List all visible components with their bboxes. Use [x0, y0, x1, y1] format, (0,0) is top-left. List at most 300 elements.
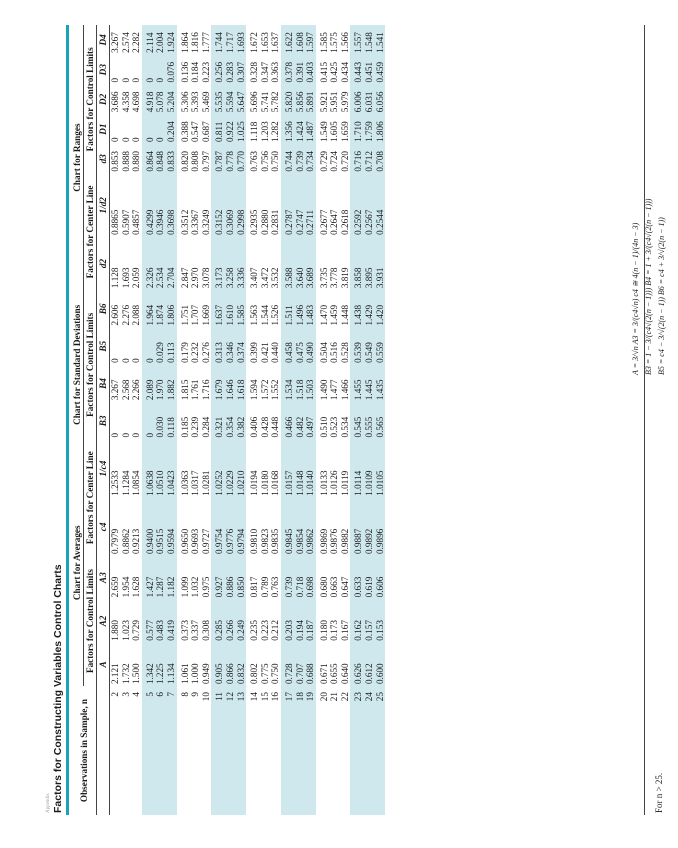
table-row [350, 25, 364, 815]
factor-cell: 3.078 [200, 267, 211, 289]
factor-cell: 0.9650 [179, 528, 190, 554]
factor-cell: 0.403 [305, 55, 316, 85]
factor-cell: 1.025 [236, 114, 247, 144]
table-row [260, 25, 271, 815]
header-center-line-avg: Factors for Center Line [84, 439, 97, 556]
table-row [246, 25, 260, 815]
factor-cell: 0.680 [318, 576, 329, 598]
formula-line: B5 = c4 − 3/√(2(n − 1)) B6 = c4 + 3/√(2(n − 1)) [657, 217, 666, 375]
factor-cell: 0.577 [142, 599, 156, 642]
factor-cell: 0.853 [110, 150, 120, 172]
factor-cell: 1.182 [166, 556, 177, 599]
factor-cell: 0.307 [236, 55, 247, 85]
factor-cell: 0.9882 [339, 528, 350, 554]
factor-cell: 0.606 [375, 556, 386, 599]
factor-cell: 0.671 [318, 663, 329, 685]
factor-cell: 3.895 [364, 237, 375, 290]
factor-cell: 0.619 [364, 556, 375, 599]
title-rule [66, 25, 69, 815]
column-header: d2 [97, 237, 110, 290]
table-row [155, 25, 166, 815]
factor-cell: 1.0126 [329, 470, 340, 496]
rotated-table-page [44, 25, 666, 815]
factor-cell: 1.557 [350, 25, 364, 55]
factor-cell: 1.435 [375, 365, 386, 402]
factor-cell: 0.832 [236, 643, 247, 686]
factor-cell: 0 [110, 137, 120, 142]
factor-cell: 3.258 [225, 237, 236, 290]
factor-cell: 2.847 [179, 267, 190, 289]
factor-cell: 1.134 [166, 643, 177, 686]
factor-cell: 0.391 [295, 55, 306, 85]
factor-cell: 1.470 [318, 304, 329, 326]
factor-cell: 0.797 [200, 150, 211, 172]
factor-cell: 0.866 [225, 643, 236, 686]
factor-cell: 1.732 [120, 663, 131, 685]
factor-cell: 0.3698 [166, 174, 177, 237]
factor-cell: 0.734 [305, 144, 316, 174]
factor-cell: 1.0638 [142, 439, 156, 497]
factor-cell: 1.717 [225, 25, 236, 55]
footnote: For n > 25. [654, 772, 664, 813]
factor-cell: 0.510 [318, 416, 329, 438]
factor-cell: 0.180 [318, 620, 329, 641]
factor-cell: 1.672 [249, 32, 260, 53]
factor-cell: 0 [142, 55, 156, 85]
table-row [166, 25, 177, 815]
factor-cell: 0.256 [211, 55, 225, 85]
factor-cell: 0.547 [190, 121, 201, 142]
factor-cell: 0.076 [166, 55, 177, 85]
table-row [375, 25, 386, 815]
factor-cell: 0.9823 [259, 528, 270, 554]
factor-cell: 2.282 [131, 32, 142, 53]
factor-cell: 0.9876 [329, 528, 340, 554]
factor-cell: 1.356 [281, 114, 295, 144]
factor-cell: 1.0210 [236, 439, 247, 497]
factor-cell: 0.232 [190, 342, 201, 363]
factor-cell: 0.2880 [259, 209, 270, 235]
table-row [364, 25, 375, 815]
factor-cell: 1.487 [305, 114, 316, 144]
column-header: 1/d2 [97, 174, 110, 237]
table-row [201, 25, 212, 815]
factor-cell: 1.864 [179, 32, 190, 53]
factor-cell: 1.0140 [305, 439, 316, 497]
factor-cell: 0 [142, 328, 156, 365]
factor-cell: 0.337 [190, 620, 201, 641]
sample-size-cell: 16 [270, 692, 281, 702]
header-center-line-rng: Factors for Center Line [84, 174, 97, 291]
factor-cell: 0.415 [318, 61, 329, 83]
factor-cell: 1.0281 [200, 470, 211, 496]
factor-cell: 1.427 [142, 556, 156, 599]
factor-cell: 3.689 [305, 237, 316, 290]
factor-cell: 0.285 [211, 599, 225, 642]
factor-cell: 1.0157 [281, 439, 295, 497]
factor-cell: 0.750 [270, 663, 281, 685]
column-header: A3 [97, 556, 110, 599]
factor-cell: 0.2567 [364, 174, 375, 237]
factor-cell: 1.118 [249, 121, 260, 142]
factor-cell: 1.0133 [318, 470, 329, 496]
table-body [110, 25, 386, 815]
factor-cell: 0.2618 [339, 209, 350, 235]
factor-cell: 0.2592 [350, 174, 364, 237]
factor-cell: 0.640 [339, 663, 350, 685]
factor-cell: 1.420 [375, 290, 386, 327]
factor-cell: 2.114 [142, 25, 156, 55]
sample-size-cell: 14 [249, 692, 260, 702]
factor-cell: 3.336 [236, 237, 247, 290]
factor-cell: 1.693 [120, 267, 131, 289]
factor-cell: 5.951 [329, 91, 340, 113]
factor-cell: 0.425 [329, 61, 340, 83]
factor-cell: 1.637 [270, 32, 281, 53]
factor-cell: 1.0119 [339, 470, 350, 496]
factor-cell: 1.541 [375, 25, 386, 55]
page-title: Factors for Constructing Variables Control Charts [52, 564, 64, 813]
factor-cell: 0.194 [295, 599, 306, 642]
factor-cell: 0.223 [200, 61, 211, 83]
factor-cell: 2.088 [131, 304, 142, 326]
factor-cell: 0.9854 [295, 498, 306, 556]
factor-cell: 0.2935 [249, 209, 260, 235]
sample-size-cell: 15 [259, 692, 270, 702]
factor-cell: 6.031 [364, 85, 375, 115]
column-header: B4 [97, 365, 110, 402]
factor-cell: 3.407 [249, 267, 260, 289]
factor-cell: 0.539 [350, 328, 364, 365]
factor-cell: 0.886 [225, 556, 236, 599]
factor-cell: 0 [155, 114, 166, 144]
factor-cell: 5.741 [259, 91, 270, 113]
factor-cell: 1.608 [295, 25, 306, 55]
factor-cell: 1.761 [190, 379, 201, 401]
table-row [131, 25, 142, 815]
sample-size-cell: 12 [225, 686, 236, 815]
factor-cell: 1.0363 [179, 470, 190, 496]
factor-cell: 0.922 [225, 114, 236, 144]
column-header-n [97, 686, 110, 815]
factor-cell: 1.653 [259, 32, 270, 53]
factor-cell: 0.9727 [200, 528, 211, 554]
factor-cell: 1.882 [166, 365, 177, 402]
factor-cell: 0.808 [190, 150, 201, 172]
factor-cell: 0.7979 [110, 528, 120, 554]
factor-cell: 1.880 [110, 620, 120, 641]
factor-cell: 1.751 [179, 304, 190, 326]
factor-cell: 0.655 [329, 663, 340, 685]
factor-cell: 1.924 [166, 25, 177, 55]
factor-cell: 0.179 [179, 342, 190, 363]
sample-size-cell: 3 [120, 692, 131, 697]
column-header: 1/c4 [97, 439, 110, 497]
factor-cell: 0.523 [329, 416, 340, 438]
factor-cell: 0.374 [236, 328, 247, 365]
factor-cell: 1.0252 [211, 439, 225, 497]
factor-cell: 0.378 [281, 55, 295, 85]
factor-cell: 0.223 [259, 620, 270, 641]
factor-cell: 3.686 [110, 91, 120, 113]
factor-cell: 0.203 [281, 599, 295, 642]
factor-cell: 1.424 [295, 114, 306, 144]
factor-cell: 3.532 [270, 267, 281, 289]
factor-cell: 0 [142, 402, 156, 439]
column-header: d3 [97, 144, 110, 174]
table-row [142, 25, 156, 815]
factor-cell: 0.2647 [329, 209, 340, 235]
sample-size-cell: 17 [281, 686, 295, 815]
table-row [110, 25, 121, 815]
factor-cell: 0.204 [166, 114, 177, 144]
factor-cell: 1.605 [329, 121, 340, 142]
factor-cell: 0.4299 [142, 174, 156, 237]
factor-cell: 0.724 [329, 150, 340, 172]
factor-cell: 1.0109 [364, 439, 375, 497]
factor-cell: 1.466 [339, 379, 350, 401]
factor-cell: 0.347 [259, 61, 270, 83]
factor-cell: 0.9862 [305, 498, 316, 556]
factor-cell: 4.358 [120, 91, 131, 113]
factor-cell: 1.503 [305, 365, 316, 402]
sample-size-cell: 22 [339, 692, 350, 702]
factor-cell: 0.2747 [295, 174, 306, 237]
factor-cell: 0.633 [350, 556, 364, 599]
factor-cell: 1.282 [270, 121, 281, 142]
factor-cell: 0 [155, 55, 166, 85]
factor-cell: 2.568 [120, 379, 131, 401]
factor-cell: 5.782 [270, 91, 281, 113]
factor-cell: 0.321 [211, 402, 225, 439]
factor-cell: 0.770 [236, 144, 247, 174]
factor-cell: 0.3152 [211, 174, 225, 237]
factor-cell: 1.511 [281, 290, 295, 327]
factor-cell: 5.820 [281, 85, 295, 115]
factor-cell: 0.528 [339, 342, 350, 363]
factor-cell: 1.646 [225, 365, 236, 402]
factor-cell: 1.032 [190, 576, 201, 598]
factor-cell: 0.029 [155, 328, 166, 365]
factor-cell: 5.204 [166, 85, 177, 115]
factor-cell: 0.382 [236, 402, 247, 439]
factor-cell: 1.548 [364, 25, 375, 55]
column-header: A [97, 643, 110, 686]
factor-cell: 1.0114 [350, 439, 364, 497]
factor-cell: 0.283 [225, 55, 236, 85]
factor-cell: 0.030 [155, 402, 166, 439]
factor-cell: 0.739 [281, 556, 295, 599]
factor-cell: 3.267 [110, 32, 120, 53]
factor-cell: 1.710 [350, 114, 364, 144]
factor-cell: 0.399 [249, 342, 260, 363]
factor-cell: 2.606 [110, 304, 120, 326]
factor-cell: 0.136 [179, 61, 190, 83]
sample-size-cell: 4 [131, 692, 142, 697]
factor-cell: 0.406 [249, 416, 260, 438]
factor-cell: 2.059 [131, 267, 142, 289]
factor-cell: 1.572 [259, 379, 270, 401]
factor-cell: 1.0854 [131, 470, 142, 496]
factor-cell: 1.203 [259, 121, 270, 142]
factor-cell: 0.9400 [142, 498, 156, 556]
factor-cell: 0.475 [295, 328, 306, 365]
factor-cell: 0.949 [200, 663, 211, 685]
factor-cell: 1.455 [350, 365, 364, 402]
factor-cell: 3.931 [375, 237, 386, 290]
factor-cell: 0 [120, 432, 131, 438]
factor-cell: 5.979 [339, 91, 350, 113]
caption-number: Appendix [46, 793, 51, 813]
sample-size-cell: 20 [318, 692, 329, 702]
factor-cell: 0.8862 [120, 528, 131, 554]
column-header: B3 [97, 402, 110, 439]
factor-cell: 1.496 [295, 290, 306, 327]
factor-cell: 2.121 [110, 663, 120, 685]
factor-cell: 0.153 [375, 599, 386, 642]
factor-cell: 1.0105 [375, 439, 386, 497]
factor-cell: 2.534 [155, 237, 166, 290]
factor-cell: 0 [120, 358, 131, 363]
factor-cell: 0.466 [281, 402, 295, 439]
factor-cell: 0.167 [339, 620, 350, 641]
factor-cell: 1.342 [142, 643, 156, 686]
factor-cell: 1.575 [329, 32, 340, 53]
factor-cell: 0.9887 [350, 498, 364, 556]
factor-cell: 1.585 [318, 32, 329, 53]
table-row [190, 25, 201, 815]
factor-cell: 2.574 [120, 32, 131, 53]
factor-cell: 5.647 [236, 85, 247, 115]
factor-cell: 0.778 [225, 144, 236, 174]
sample-size-cell: 2 [110, 692, 120, 697]
factor-cell: 0.549 [364, 328, 375, 365]
factor-cell: 0.118 [166, 402, 177, 439]
factor-cell: 0.504 [318, 342, 329, 363]
table-row [211, 25, 225, 815]
sample-size-cell: 6 [155, 686, 166, 815]
factor-cell: 2.970 [190, 267, 201, 289]
factor-cell: 0.3069 [225, 174, 236, 237]
header-chart-ranges: Chart for Ranges [71, 25, 84, 290]
factor-cell: 0.739 [295, 144, 306, 174]
table-row [316, 25, 330, 815]
factor-cell: 0.308 [200, 620, 211, 641]
sample-size-cell: 21 [329, 692, 340, 702]
factor-cell: 1.622 [281, 25, 295, 55]
formula-line: B3 = 1 − 3/(c4√(2(n − 1))) B4 = 1 + 3/(c4√(2(n − 1))) [644, 198, 653, 375]
factor-cell: 0.346 [225, 328, 236, 365]
factor-cell: 0.3946 [155, 174, 166, 237]
factor-cell: 5.856 [295, 85, 306, 115]
factor-cell: 0.2831 [270, 209, 281, 235]
factor-cell: 0.3367 [190, 209, 201, 235]
factor-cell: 1.563 [249, 304, 260, 326]
formula-line: A = 3/√n A3 = 3/(c4√n) c4 ≅ 4(n − 1)/(4n − 3) [631, 222, 640, 375]
factor-cell: 0.434 [339, 61, 350, 83]
factor-cell: 0.266 [225, 599, 236, 642]
factor-cell: 5.696 [249, 91, 260, 113]
factor-cell: 1.0180 [259, 470, 270, 496]
factor-cell: 1.610 [225, 290, 236, 327]
factor-cell: 0.744 [281, 144, 295, 174]
sample-size-cell: 10 [200, 692, 211, 702]
factor-cell: 0.2544 [375, 174, 386, 237]
sample-size-cell: 9 [190, 692, 201, 697]
factor-cell: 0.763 [270, 576, 281, 598]
sample-size-cell: 24 [364, 686, 375, 815]
factor-cell: 1.477 [329, 379, 340, 401]
sample-size-cell: 11 [211, 686, 225, 815]
factor-cell: 1.445 [364, 365, 375, 402]
factor-cell: 0.750 [270, 150, 281, 172]
factor-cell: 1.0229 [225, 439, 236, 497]
factor-cell: 0.720 [339, 150, 350, 172]
factor-cell: 0.9835 [270, 528, 281, 554]
factor-cell: 0 [142, 114, 156, 144]
factor-cell: 1.669 [200, 304, 211, 326]
factor-cell: 2.704 [166, 237, 177, 290]
sample-size-cell: 5 [142, 686, 156, 815]
factor-cell: 0.9693 [190, 528, 201, 554]
table-row [329, 25, 340, 815]
factor-cell: 1.544 [259, 304, 270, 326]
factor-cell: 0.763 [249, 150, 260, 172]
control-chart-factors-table [71, 25, 385, 815]
column-header: D4 [97, 25, 110, 55]
factor-cell: 0.707 [295, 643, 306, 686]
factor-cell: 1.707 [190, 304, 201, 326]
factor-cell: 0.833 [166, 144, 177, 174]
table-row [121, 25, 132, 815]
factor-cell: 1.518 [295, 365, 306, 402]
factor-cell: 0.187 [305, 599, 316, 642]
factor-cell: 1.874 [155, 290, 166, 327]
factor-cell: 0.905 [211, 643, 225, 686]
factor-cell: 0.716 [350, 144, 364, 174]
header-control-limits-avg: Factors for Control Limits [84, 556, 97, 686]
sample-size-cell: 23 [350, 686, 364, 815]
factor-cell: 6.006 [350, 85, 364, 115]
factor-cell: 0.419 [166, 599, 177, 642]
column-header-row [97, 25, 110, 815]
factor-cell: 0.2787 [281, 174, 295, 237]
factor-cell: 1.490 [318, 379, 329, 401]
factor-cell: 0.185 [179, 416, 190, 438]
factor-cell: 0.482 [295, 402, 306, 439]
column-header: D1 [97, 114, 110, 144]
factor-cell: 0.663 [329, 576, 340, 598]
factor-cell: 1.777 [200, 32, 211, 53]
factor-cell: 2.089 [142, 365, 156, 402]
factor-cell: 0.9794 [236, 498, 247, 556]
factor-cell: 0.373 [179, 620, 190, 641]
header-chart-stdev: Chart for Standard Deviations [71, 290, 84, 439]
factor-cell: 1.099 [179, 576, 190, 598]
factor-cell: 0.9896 [375, 498, 386, 556]
factor-cell: 1.806 [166, 290, 177, 327]
factor-cell: 1.806 [375, 114, 386, 144]
factor-cell: 0.9845 [281, 498, 295, 556]
factor-cell: 0.440 [270, 342, 281, 363]
factor-cell: 1.429 [364, 290, 375, 327]
factor-cell: 2.659 [110, 576, 120, 598]
factor-cell: 0.559 [375, 328, 386, 365]
sample-size-cell: 18 [295, 686, 306, 815]
column-header: D3 [97, 55, 110, 85]
factor-cell: 0.184 [190, 61, 201, 83]
factor-cell: 0 [131, 137, 142, 142]
